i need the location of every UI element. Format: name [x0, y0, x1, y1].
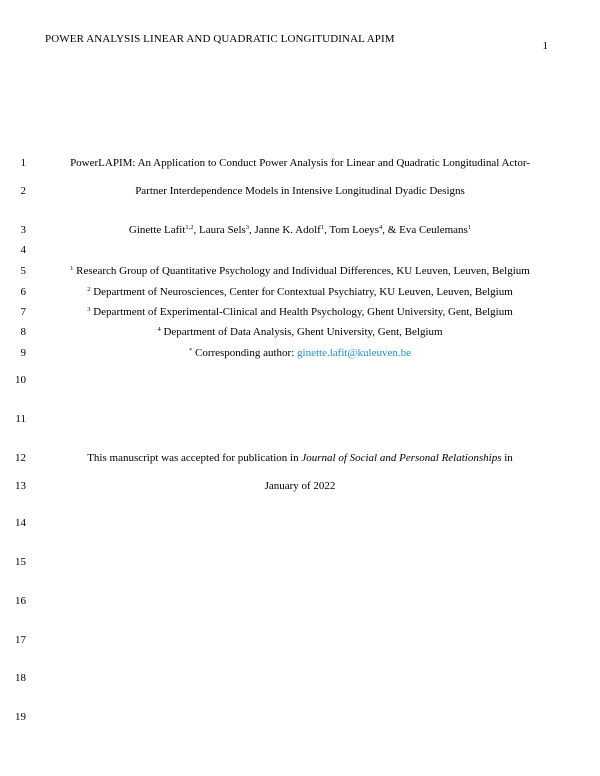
affiliation-sup: 3 [87, 306, 91, 313]
line-number: 14 [15, 517, 26, 529]
affiliation-text: Department of Experimental-Clinical and Health Psychology, Ghent University, Gent, Belgium [93, 306, 513, 318]
line-number: 16 [15, 595, 26, 607]
author-separator: , [193, 224, 200, 236]
running-head: POWER ANALYSIS LINEAR AND QUADRATIC LONGITUDINAL APIM [45, 33, 395, 45]
author-separator: , [249, 224, 255, 236]
author-affiliation-sup: 1 [467, 224, 472, 231]
title-line-2: Partner Interdependence Models in Intensive Longitudinal Dyadic Designs [135, 185, 465, 197]
affiliation-text: Department of Data Analysis, Ghent University, Gent, Belgium [163, 326, 443, 338]
publication-suffix: in [501, 452, 513, 464]
line-number: 4 [20, 244, 26, 256]
line-number: 6 [20, 286, 26, 298]
journal-name: Journal of Social and Personal Relationships [301, 452, 502, 464]
affiliation-text: Department of Neurosciences, Center for Contextual Psychiatry, KU Leuven, Leuven, Belgium [93, 286, 513, 298]
corresponding-sup: * [188, 347, 193, 354]
author-name: Janne K. Adolf [254, 224, 321, 236]
author-separator: , & [382, 224, 400, 236]
corresponding-author [40, 347, 560, 359]
affiliation [40, 265, 560, 277]
affiliation-text: Research Group of Quantitative Psychology and Individual Differences, KU Leuven, Leuven, Belgium [76, 265, 530, 277]
line-number: 17 [15, 634, 26, 646]
line-number: 13 [15, 480, 26, 492]
publication-date: January of 2022 [264, 480, 336, 492]
line-number: 11 [15, 413, 26, 425]
line-number: 3 [20, 224, 26, 236]
affiliation-sup: 1 [70, 265, 74, 272]
line-number: 5 [20, 265, 26, 277]
line-number: 15 [15, 556, 26, 568]
line-number: 19 [15, 711, 26, 723]
author-affiliation-sup: 1,2 [185, 224, 194, 231]
author-name: Laura Sels [199, 224, 246, 236]
corresponding-label: Corresponding author: [194, 347, 298, 359]
line-number: 18 [15, 672, 26, 684]
author-name: Tom Loeys [329, 224, 380, 236]
affiliation-sup: 4 [157, 326, 161, 333]
line-number: 9 [20, 347, 26, 359]
line-number: 7 [20, 306, 26, 318]
author-separator: , [324, 224, 330, 236]
author-name: Eva Ceulemans [399, 224, 468, 236]
author-name: Ginette Lafit [128, 224, 186, 236]
affiliation [40, 286, 560, 298]
line-number: 2 [20, 185, 26, 197]
email-link[interactable]: ginette.lafit@kuleuven.be [297, 347, 412, 359]
affiliation [40, 326, 560, 338]
author-affiliation-sup: 1 [320, 224, 325, 231]
affiliation [40, 306, 560, 318]
affiliation-sup: 2 [87, 286, 91, 293]
publication-prefix: This manuscript was accepted for publication in [87, 452, 302, 464]
line-number: 10 [15, 374, 26, 386]
author-list [40, 224, 560, 236]
line-number: 12 [15, 452, 26, 464]
line-number: 8 [20, 326, 26, 338]
author-affiliation-sup: 4 [379, 224, 383, 231]
publication-note [40, 452, 560, 464]
line-number: 1 [20, 157, 26, 169]
page-number: 1 [542, 40, 548, 52]
title-line-1: PowerLAPIM: An Application to Conduct Power Analysis for Linear and Quadratic Longitudinal Actor- [70, 157, 530, 169]
author-affiliation-sup: 3 [245, 224, 250, 231]
